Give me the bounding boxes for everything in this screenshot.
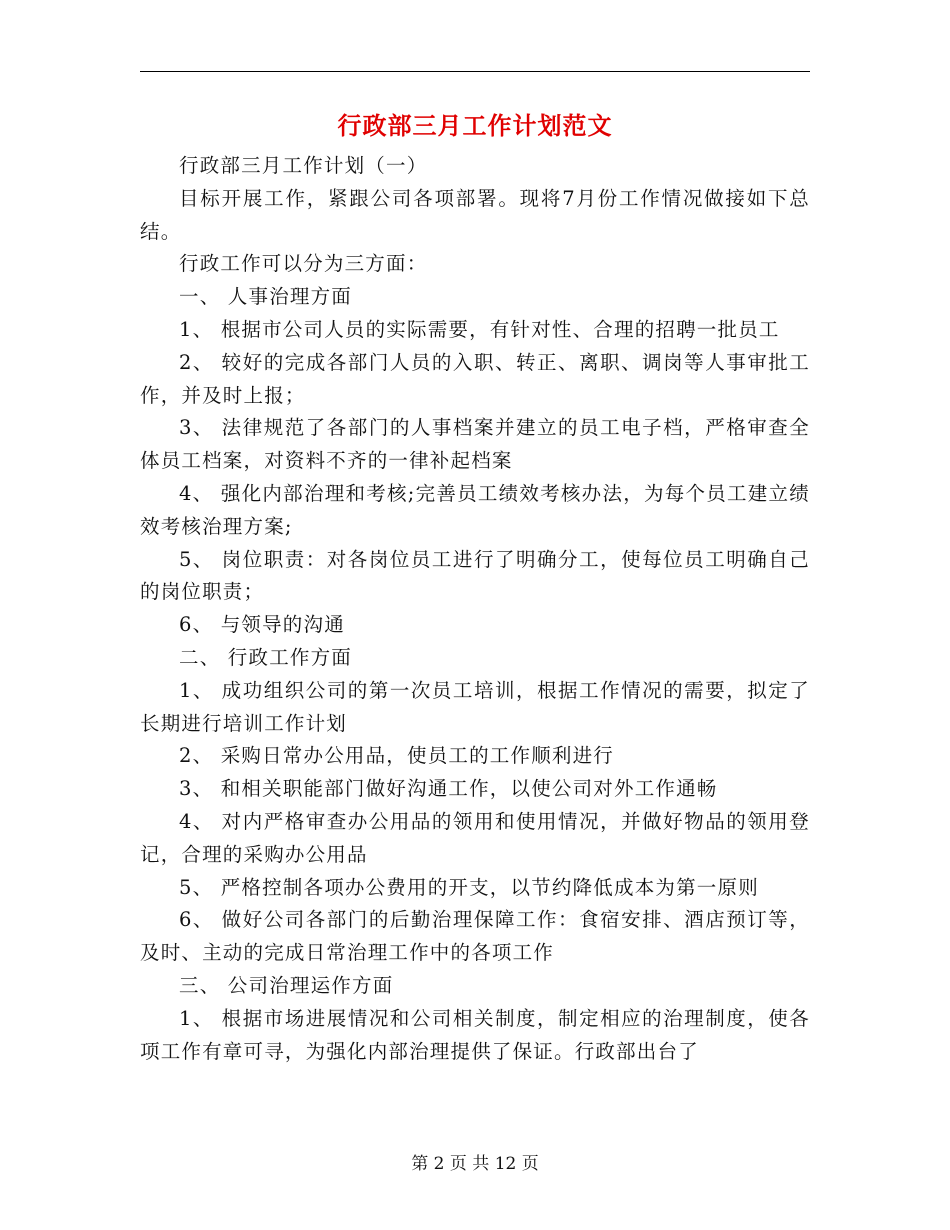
paragraph: 5、 严格控制各项办公费用的开支，以节约降低成本为第一原则: [179, 875, 759, 899]
page-label: 页: [449, 1154, 467, 1174]
total-label: 共: [472, 1154, 490, 1174]
page-label-suffix: 页: [521, 1154, 539, 1174]
paragraph: 1、 成功组织公司的第一次员工培训，根据工作情况的需要，拟定了长期进行培训工作计划: [140, 678, 810, 735]
paragraph: 2、 采购日常办公用品，使员工的工作顺利进行: [179, 744, 615, 768]
paragraph: 1、 根据市场进展情况和公司相关制度，制定相应的治理制度，使各项工作有章可寻，为强化内部治理提供了保证。行政部出台了: [140, 1006, 810, 1063]
page-footer: [0, 1152, 950, 1176]
section-heading: 一、 人事治理方面: [179, 285, 352, 309]
paragraph: 行政部三月工作计划（一）: [179, 154, 428, 177]
paragraph: 2、 较好的完成各部门人员的入职、转正、离职、调岗等人事审批工作，并及时上报；: [140, 350, 810, 407]
section-heading: 二、 行政工作方面: [179, 645, 352, 669]
paragraph: 6、 与领导的沟通: [179, 613, 345, 637]
document-title: 行政部三月工作计划范文: [337, 111, 613, 140]
paragraph: 3、 法律规范了各部门的人事档案并建立的员工电子档，严格审查全体员工档案，对资料不齐的一律补起档案: [140, 416, 810, 473]
paragraph: 行政工作可以分为三方面：: [179, 252, 428, 276]
paragraph: 6、 做好公司各部门的后勤治理保障工作：食宿安排、酒店预订等，及时、主动的完成日常治理工作中的各项工作: [140, 908, 810, 965]
page-label-prefix: 第: [411, 1154, 429, 1174]
paragraph: 5、 岗位职责：对各岗位员工进行了明确分工，使每位员工明确自己的岗位职责；: [140, 547, 810, 604]
total-page-count: 12: [494, 1154, 517, 1174]
paragraph: 4、 强化内部治理和考核;完善员工绩效考核办法，为每个员工建立绩效考核治理方案;: [140, 481, 810, 538]
current-page-number: 2: [433, 1154, 445, 1174]
paragraph: 1、 根据市公司人员的实际需要，有针对性、合理的招聘一批员工: [179, 317, 780, 341]
header-rule: [140, 71, 810, 72]
document-body: [140, 150, 810, 1068]
section-heading: 三、 公司治理运作方面: [179, 973, 394, 997]
paragraph: 3、 和相关职能部门做好沟通工作，以使公司对外工作通畅: [179, 777, 718, 801]
paragraph: 4、 对内严格审查办公用品的领用和使用情况，并做好物品的领用登记，合理的采购办公用品: [140, 809, 810, 866]
paragraph: 目标开展工作，紧跟公司各项部署。现将7月份工作情况做接如下总结。: [140, 186, 810, 243]
